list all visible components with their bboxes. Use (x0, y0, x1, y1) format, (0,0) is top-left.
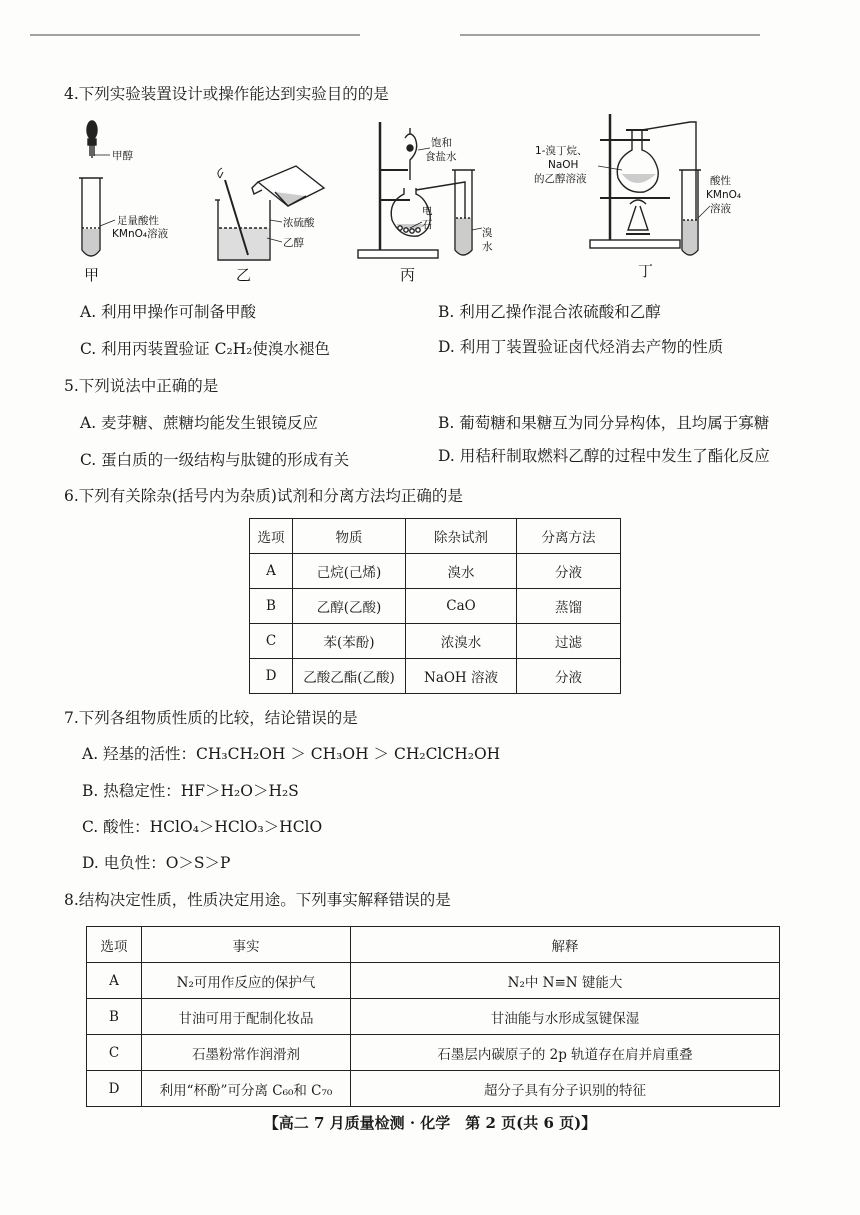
q7-option-b: B. 热稳定性：HF＞H₂O＞H₂S (82, 782, 299, 800)
table-cell: D (250, 659, 293, 694)
page-footer: 【高二 7 月质量检测 · 化学 第 2 页(共 6 页)】 (263, 1114, 597, 1132)
q4-title: 4.下列实验装置设计或操作能达到实验目的的是 (64, 85, 389, 103)
label-ding-kmno4-line3: 溶液 (710, 203, 731, 215)
caption-ding: 丁 (638, 262, 654, 280)
table-cell: 己烷(己烯) (293, 554, 406, 589)
table-cell: NaOH 溶液 (406, 659, 517, 694)
table-header-cell: 选项 (87, 927, 142, 963)
table-cell: 超分子具有分子识别的特征 (351, 1071, 780, 1107)
q8-table (86, 926, 780, 1107)
label-yi-sulfuric-acid: 浓硫酸 (283, 217, 315, 229)
table-cell: 过滤 (517, 624, 621, 659)
q7-option-d: D. 电负性：O＞S＞P (82, 854, 231, 872)
caption-jia: 甲 (84, 266, 100, 284)
caption-bing: 丙 (400, 266, 416, 284)
table-row (250, 589, 621, 624)
table-row (250, 554, 621, 589)
table-header-cell: 物质 (293, 519, 406, 554)
label-ding-kmno4-line1: 酸性 (710, 175, 731, 187)
table-cell: D (87, 1071, 142, 1107)
table-cell: 甘油能与水形成氢键保湿 (351, 999, 780, 1035)
table-cell: C (250, 624, 293, 659)
q6-title: 6.下列有关除杂(括号内为杂质)试剂和分离方法均正确的是 (64, 487, 463, 505)
label-ding-kmno4-line2: KMnO₄ (706, 189, 742, 201)
label-bing-carbide-line2: 石 (422, 219, 433, 231)
table-cell: 乙醇(乙酸) (293, 589, 406, 624)
label-jia-kmno4-line2: KMnO₄溶液 (112, 228, 169, 240)
scan-edge-line-left (30, 34, 360, 36)
q4-option-b: B. 利用乙操作混合浓硫酸和乙醇 (438, 303, 661, 321)
yi-apparatus (215, 166, 324, 260)
q8-title: 8.结构决定性质，性质决定用途。下列事实解释错误的是 (64, 891, 451, 909)
table-cell: B (87, 999, 142, 1035)
label-bing-brine-line2: 食盐水 (425, 151, 457, 163)
table-row (250, 624, 621, 659)
label-bing-brine-line1: 饱和 (431, 137, 452, 149)
table-cell: C (87, 1035, 142, 1071)
table-cell: 石墨层内碳原子的 2p 轨道存在肩并肩重叠 (351, 1035, 780, 1071)
q4-option-a: A. 利用甲操作可制备甲酸 (80, 303, 257, 321)
label-yi-ethanol: 乙醇 (283, 237, 304, 249)
label-bing-carbide-line1: 电 (422, 205, 433, 217)
jia-apparatus (79, 121, 115, 256)
table-cell: 分液 (517, 659, 621, 694)
table-cell: A (87, 963, 142, 999)
ding-apparatus (590, 114, 710, 255)
table-cell: 溴水 (406, 554, 517, 589)
label-bing-bromine-line2: 水 (482, 241, 493, 253)
table-row (87, 999, 780, 1035)
label-ding-reagent-line1: 1-溴丁烷、 (535, 145, 588, 157)
q7-option-a: A. 羟基的活性：CH₃CH₂OH ＞ CH₃OH ＞ CH₂ClCH₂OH (82, 745, 501, 763)
q4-option-c: C. 利用丙装置验证 C₂H₂使溴水褪色 (80, 340, 330, 358)
label-jia-kmno4-line1: 足量酸性 (117, 215, 159, 227)
table-cell: CaO (406, 589, 517, 624)
table-row (87, 963, 780, 999)
table-cell: 石墨粉常作润滑剂 (142, 1035, 351, 1071)
q4-option-d: D. 利用丁装置验证卤代烃消去产物的性质 (438, 338, 724, 356)
label-ding-reagent-line3: 的乙醇溶液 (534, 173, 587, 185)
table-cell: N₂可用作反应的保护气 (142, 963, 351, 999)
label-jia-methanol: 甲醇 (112, 150, 133, 162)
table-cell: 蒸馏 (517, 589, 621, 624)
caption-yi: 乙 (236, 266, 252, 284)
table-header-cell: 选项 (250, 519, 293, 554)
q5-option-d: D. 用秸秆制取燃料乙醇的过程中发生了酯化反应 (438, 447, 770, 465)
q5-title: 5.下列说法中正确的是 (64, 377, 219, 395)
label-ding-reagent-line2: NaOH (548, 159, 579, 171)
bing-apparatus (358, 122, 482, 258)
label-bing-bromine-line1: 溴 (482, 227, 493, 239)
table-cell: N₂中 N≡N 键能大 (351, 963, 780, 999)
table-row (87, 1071, 780, 1107)
table-header-cell: 除杂试剂 (406, 519, 517, 554)
table-cell: 乙酸乙酯(乙酸) (293, 659, 406, 694)
q4-apparatus-figure (70, 110, 760, 290)
table-row (250, 659, 621, 694)
q7-title: 7.下列各组物质性质的比较，结论错误的是 (64, 709, 358, 727)
table-cell: 利用“杯酚”可分离 C₆₀和 C₇₀ (142, 1071, 351, 1107)
q5-option-a: A. 麦芽糖、蔗糖均能发生银镜反应 (80, 414, 319, 432)
scan-edge-line-right (460, 34, 760, 36)
q8-header-row (87, 927, 780, 963)
table-cell: 甘油可用于配制化妆品 (142, 999, 351, 1035)
table-header-cell: 解释 (351, 927, 780, 963)
table-row (87, 1035, 780, 1071)
table-header-cell: 分离方法 (517, 519, 621, 554)
table-cell: B (250, 589, 293, 624)
table-cell: 浓溴水 (406, 624, 517, 659)
q5-option-b: B. 葡萄糖和果糖互为同分异构体，且均属于寡糖 (438, 414, 770, 432)
table-header-cell: 事实 (142, 927, 351, 963)
q5-option-c: C. 蛋白质的一级结构与肽键的形成有关 (80, 451, 350, 469)
q6-table (249, 518, 621, 694)
table-cell: A (250, 554, 293, 589)
q7-option-c: C. 酸性：HClO₄＞HClO₃＞HClO (82, 818, 323, 836)
table-cell: 苯(苯酚) (293, 624, 406, 659)
table-cell: 分液 (517, 554, 621, 589)
q6-header-row (250, 519, 621, 554)
